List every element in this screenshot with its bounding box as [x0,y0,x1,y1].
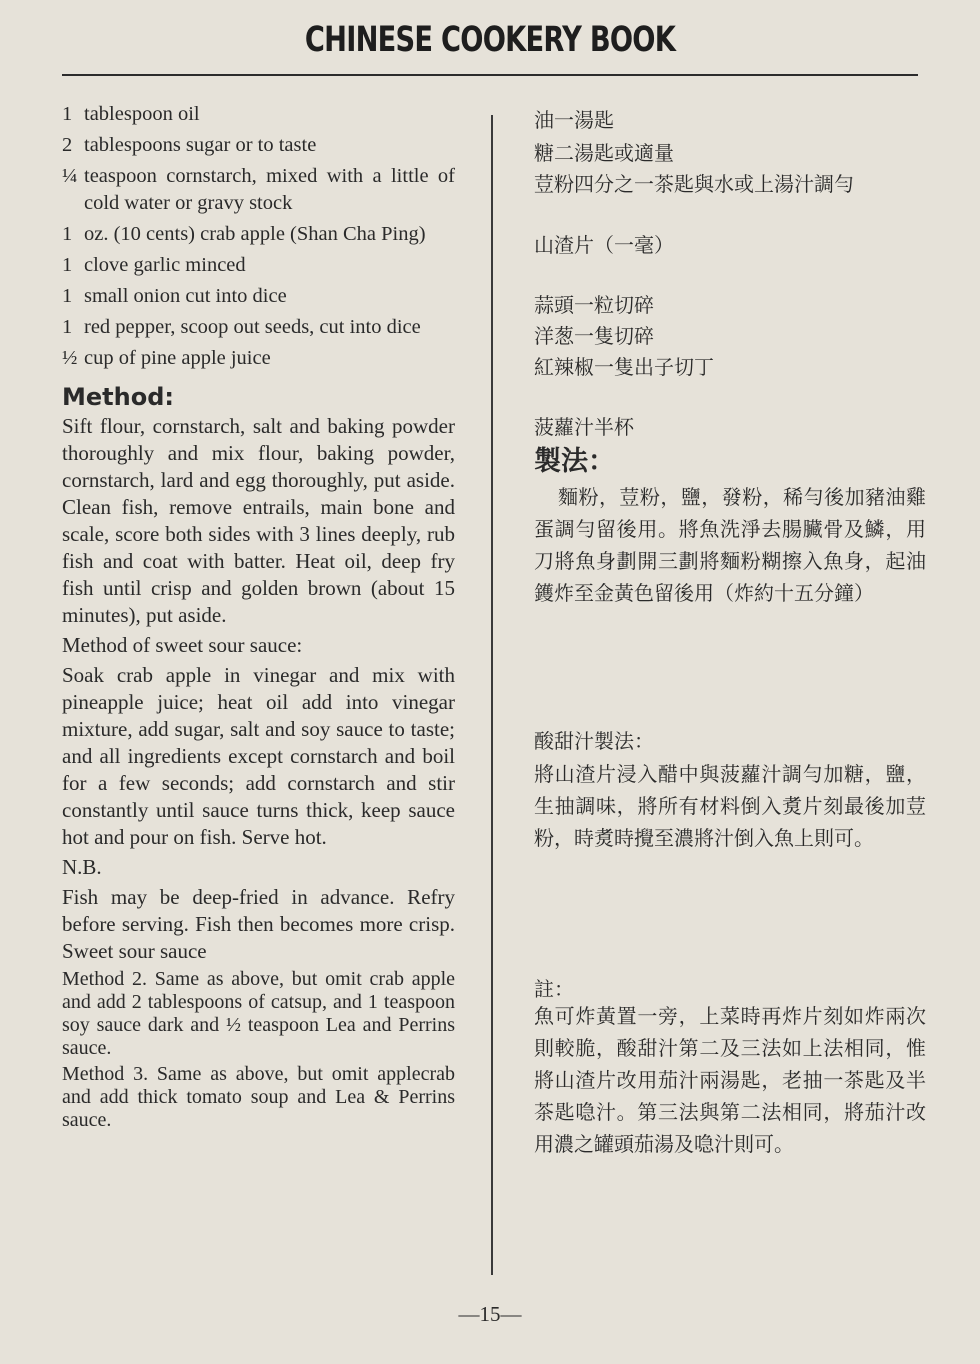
header-rule [62,74,918,76]
ingredient-qty: 2 [62,134,73,156]
page-title: CHINESE COOKERY BOOK [304,20,676,60]
ingredient-item [62,163,455,217]
ingredient-qty: 1 [62,285,73,307]
method3-text: Method 3. Same as above, but omit applecrab and add thick tomato soup and Lea & Perrins sauce. [62,1063,455,1131]
sauce-heading: Method of sweet sour sauce: [62,633,303,657]
ingredient-qty: ½ [62,347,78,369]
ingredient-text: tablespoons sugar or to taste [84,134,317,156]
zh-ingredient: 荳粉四分之一茶匙與水或上湯汁調勻 [534,174,854,196]
zh-note-text: 魚可炸黃置一旁，上菜時再炸片刻如炸兩次則較脆，酸甜汁第二及三法如上法相同，惟將山渣片改用茄汁兩湯匙，老抽一茶匙及半茶匙喼汁。第三法與第二法相同，將茄汁改用濃之罐頭茄湯及喼汁則可。 [534,1006,926,1156]
ingredient-item [62,283,455,310]
zh-ingredient: 山渣片（一毫） [534,235,674,257]
page-number: —15— [458,1302,522,1326]
ingredient-text: tablespoon oil [84,103,200,125]
ingredient-qty: ¼ [62,165,78,187]
ingredient-text: teaspoon cornstarch, mixed with a little of cold water or gravy stock [84,165,455,214]
method2-text: Method 2. Same as above, but omit crab apple and add 2 tablespoons of catsup, and 1 teaspoon soy sauce dark and ½ teaspoon Lea and Perrins sauce. [62,968,455,1059]
zh-sauce-heading: 酸甜汁製法： [534,731,654,753]
sauce-text: Soak crab apple in vinegar and mix with pineapple juice; heat oil add into vinegar mixture, add sugar, salt and soy sauce to taste; and all ingredients except cornstarch and boil for a few seconds; add cornstarch and stir constantly until sauce turns thick, keep sauce hot and pour on fish. Serve hot. [62,663,455,849]
ingredient-qty: 1 [62,223,73,245]
ingredient-text: oz. (10 cents) crab apple (Shan Cha Ping) [84,223,426,245]
method-text: Sift flour, cornstarch, salt and baking powder thoroughly and mix flour, baking powder, cornstarch, lard and egg thoroughly, put aside. Clean fish, remove entrails, main bone and scale, score both sides with 3 lines deeply, rub fish and coat with batter. Heat oil, deep fry fish until crisp and golden brown (about 15 minutes), put aside. [62,414,455,627]
ingredient-text: clove garlic minced [84,254,246,276]
ingredient-item [62,252,455,279]
ingredient-text: small onion cut into dice [84,285,287,307]
zh-method-text: 麵粉，荳粉，鹽，發粉，稀勻後加豬油雞蛋調勻留後用。將魚洗淨去腸臟骨及鱗，用刀將魚身劃開三劃將麵粉糊擦入魚身，起油鑊炸至金黃色留後用（炸約十五分鐘） [534,487,926,605]
ingredient-item [62,314,455,341]
zh-ingredient: 紅辣椒一隻出子切丁 [534,357,714,379]
method-heading: Method: [62,383,174,411]
ingredient-item [62,132,455,159]
ingredient-text: cup of pine apple juice [84,347,271,369]
ingredient-item [62,101,455,128]
zh-ingredient: 糖二湯匙或適量 [534,143,674,165]
ingredient-qty: 1 [62,316,73,338]
zh-note-heading: 註： [534,979,574,1001]
english-column [62,101,455,1135]
zh-ingredient: 菠蘿汁半杯 [534,417,634,439]
zh-sauce-text: 將山渣片浸入醋中與菠蘿汁調勻加糖，鹽，生抽調味，將所有材料倒入煑片刻最後加荳粉，時煑時攪至濃將汁倒入魚上則可。 [534,764,926,850]
ingredient-qty: 1 [62,254,73,276]
ingredient-text: red pepper, scoop out seeds, cut into dice [84,316,421,338]
zh-ingredient: 洋葱一隻切碎 [534,326,654,348]
zh-method-heading: 製法： [534,446,615,476]
ingredient-qty: 1 [62,103,73,125]
ingredient-item [62,345,455,372]
ingredient-item [62,221,455,248]
column-divider [491,115,493,1275]
zh-ingredient: 油一湯匙 [534,110,614,132]
nb-text: Fish may be deep-fried in advance. Refry before serving. Fish then becomes more crisp. Sweet sour sauce [62,885,455,963]
nb-heading: N.B. [62,855,102,879]
zh-ingredient: 蒜頭一粒切碎 [534,295,654,317]
